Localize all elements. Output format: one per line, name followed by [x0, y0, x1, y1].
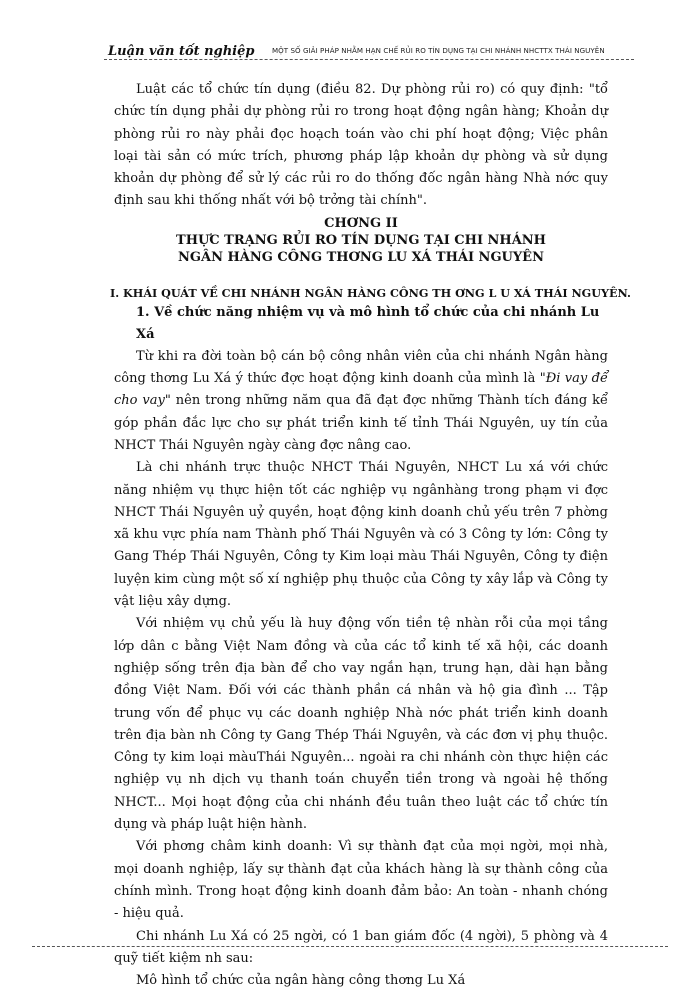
paragraph-4: Với phơng châm kinh doanh: Vì sự thành đạt của mọi ngời, mọi nhà, mọi doanh nghiệp, lấy sự thành đạt của khách hàng là sự thành công của chính mình. Trong hoạt động kinh doanh đảm bảo: An toàn - nhanh chóng - hiệu quả.: [114, 839, 608, 922]
section-heading: I. KHÁI QUÁT VỀ CHI NHÁNH NGÂN HÀNG CÔNG TH ƠNG L U XÁ THÁI NGUYÊN.: [110, 285, 631, 300]
chapter-number: CHƠNG II: [324, 215, 398, 231]
chapter-title-line-1: THỰC TRẠNG RỦI RO TÍN DỤNG TẠI CHI NHÁNH: [176, 232, 546, 248]
paragraph-1: [114, 346, 608, 457]
paragraph-6: Mô hình tổ chức của ngân hàng công thơng Lu Xá: [136, 973, 466, 989]
paragraph-1-italic: Đi vay để cho vay: [114, 371, 608, 409]
paragraph-1-text-a: Từ khi ra đời toàn bộ cán bộ công nhân viên của chi nhánh Ngân hàng công thơng Lu Xá ý thức đợc hoạt động kinh doanh của mình là ": [114, 348, 608, 387]
paragraph-3: Với nhiệm vụ chủ yếu là huy động vốn tiền tệ nhàn rỗi của mọi tầng lớp dân c bằng Việt Nam đồng và của các tổ kinh tế xã hội, các doanh nghiệp sống trên địa bàn để cho vay ngắn hạn, trung hạn, dài hạn bằng đồng Việt Nam. Đối với các thành phần cá nhân và hộ gia đình ... Tập trung vốn để phục vụ các doanh nghiệp Nhà nớc phát triển kinh doanh trên địa bàn nh Công ty Gang Thép Thái Nguyên, và các đơn vị phụ thuộc. Công ty kim loại màuThái Nguyên... ngoài ra chi nhánh còn thực hiện các nghiệp vụ nh dịch vụ thanh toán chuyển tiền trong và ngoài hệ thống NHCT... Mọi hoạt động của chi nhánh đều tuân theo luật các tổ chức tín dụng và pháp luật hiện hành.: [114, 616, 608, 833]
paragraph-1-text-b: " nên trong những năm qua đã đạt đợc những Thành tích đáng kể góp phần đắc lực cho sự phát triển kinh tế tỉnh Thái Nguyên, uy tín của NHCT Thái Nguyên ngày càng đợc nâng cao.: [114, 393, 608, 453]
paragraph-5: Chi nhánh Lu Xá có 25 ngời, có 1 ban giám đốc (4 ngời), 5 phòng và 4 quỹ tiết kiệm nh sau:: [114, 928, 608, 966]
header-thesis-topic: MỘT SỐ GIẢI PHÁP NHẰM HẠN CHẾ RỦI RO TÍN DỤNG TẠI CHI NHÁNH NHCTTX THÁI NGUYÊN: [272, 46, 605, 55]
document-body: [110, 79, 631, 992]
subsection-heading: 1. Về chức năng nhiệm vụ và mô hình tổ chức của chi nhánh Lu Xá: [136, 304, 600, 342]
paragraph-2: Là chi nhánh trực thuộc NHCT Thái Nguyên, NHCT Lu xá với chức năng nhiệm vụ thực hiện tốt các nghiệp vụ ngânhàng trong phạm vi đợc NHCT Thái Nguyên uỷ quyền, hoạt động kinh doanh chủ yếu trên 7 phờng xã khu vực phía nam Thành phố Thái Nguyên và có 3 Công ty lớn: Công ty Gang Thép Thái Nguyên, Công ty Kim loại màu Thái Nguyên, Công ty điện luyện kim cùng một số xí nghiệp phụ thuộc của Công ty xây lắp và Công ty vật liệu xây dựng.: [114, 460, 608, 610]
chapter-title-line-2: NGÂN HÀNG CÔNG THƠNG LU XÁ THÁI NGUYÊN: [178, 249, 544, 265]
intro-paragraph: Luật các tổ chức tín dụng (điều 82. Dự phòng rủi ro) có quy định: "tổ chức tín dụng phải dự phòng rủi ro trong hoạt động ngân hàng; Khoản dự phòng rủi ro này phải đọc hoạch toán vào chi phí hoạt động; Việc phân loại tài sản có mức trích, phương pháp lập khoản dự phòng và sử dụng khoản dự phòng để sử lý các rủi ro do thống đốc ngân hàng Nhà nớc quy định sau khi thống nhất với bộ trởng tài chính".: [114, 82, 608, 209]
header-divider: [104, 59, 634, 60]
footer-divider: [32, 946, 668, 947]
header-title: Luận văn tốt nghiệp: [108, 44, 255, 59]
